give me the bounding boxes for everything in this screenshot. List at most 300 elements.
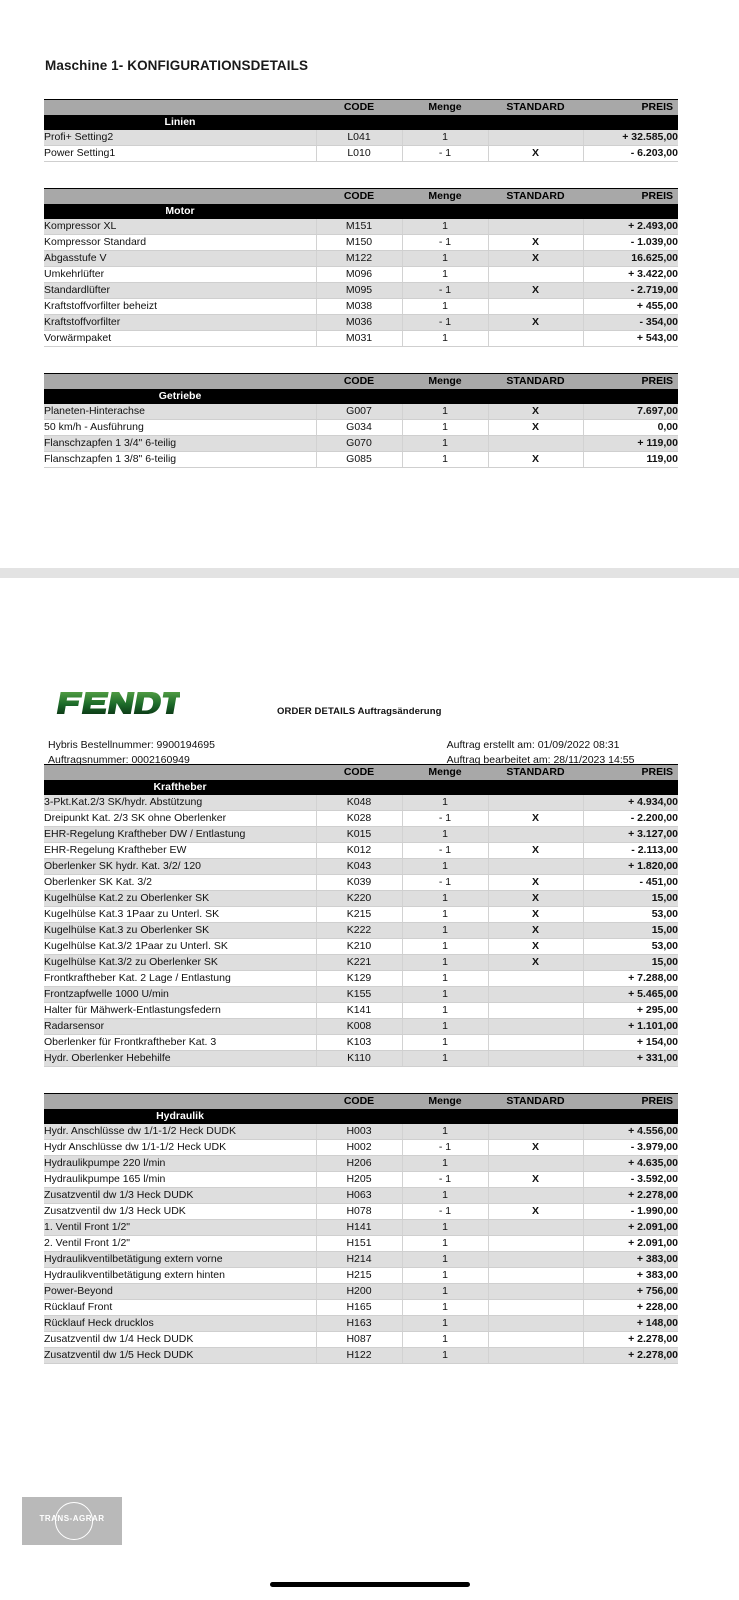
table-row [44,1284,678,1300]
cell-preis: + 331,00 [583,1051,678,1067]
cell-menge: 1 [402,1220,488,1236]
cell-preis: + 2.091,00 [583,1236,678,1252]
group-row-filler [402,115,488,130]
column-header-menge: Menge [402,374,488,390]
cell-description: Umkehrlüfter [44,267,316,283]
cell-code: H122 [316,1348,402,1364]
cell-description: Kraftstoffvorfilter [44,315,316,331]
table-row [44,1140,678,1156]
cell-standard [488,1332,583,1348]
cell-description: Halter für Mähwerk-Entlastungsfedern [44,1003,316,1019]
table-row [44,1220,678,1236]
column-header-standard: STANDARD [488,189,583,205]
cell-standard [488,859,583,875]
cell-menge: 1 [402,1124,488,1140]
table-row [44,971,678,987]
table-row [44,907,678,923]
cell-standard [488,130,583,146]
cell-menge: 1 [402,1236,488,1252]
table-row [44,811,678,827]
order-meta-row-1 [48,738,691,753]
table-group-row [44,389,678,404]
cell-preis: + 2.278,00 [583,1188,678,1204]
table-row [44,331,678,347]
cell-description: Dreipunkt Kat. 2/3 SK ohne Oberlenker [44,811,316,827]
group-row-filler [583,1109,678,1124]
cell-menge: 1 [402,251,488,267]
cell-description: Power-Beyond [44,1284,316,1300]
cell-menge: 1 [402,452,488,468]
page-one [0,0,739,568]
cell-description: Oberlenker SK Kat. 3/2 [44,875,316,891]
cell-code: H002 [316,1140,402,1156]
cell-standard: X [488,923,583,939]
cell-menge: 1 [402,859,488,875]
cell-preis: + 2.278,00 [583,1348,678,1364]
table-row [44,436,678,452]
cell-description: Oberlenker für Frontkraftheber Kat. 3 [44,1035,316,1051]
table-row [44,146,678,162]
page-two [0,578,739,1600]
table-group-row [44,780,678,795]
cell-menge: 1 [402,1188,488,1204]
config-table [44,188,678,347]
trans-agrar-watermark [22,1497,122,1545]
group-label: Linien [44,115,316,130]
home-indicator[interactable] [270,1582,470,1587]
column-header-description [44,1094,316,1110]
cell-code: M096 [316,267,402,283]
cell-code: H200 [316,1284,402,1300]
cell-menge: 1 [402,1003,488,1019]
group-row-filler [316,1109,402,1124]
column-header-standard: STANDARD [488,1094,583,1110]
table-row [44,923,678,939]
cell-menge: 1 [402,1252,488,1268]
cell-description: Abgasstufe V [44,251,316,267]
cell-preis: + 228,00 [583,1300,678,1316]
table-row [44,843,678,859]
cell-standard: X [488,907,583,923]
cell-description: Frontkraftheber Kat. 2 Lage / Entlastung [44,971,316,987]
cell-preis: - 3.979,00 [583,1140,678,1156]
page-one-table-getriebe [0,373,739,468]
cell-preis: + 2.091,00 [583,1220,678,1236]
column-header-code: CODE [316,189,402,205]
cell-menge: 1 [402,436,488,452]
table-header-row [44,1094,678,1110]
group-row-filler [316,389,402,404]
cell-menge: 1 [402,987,488,1003]
group-row-filler [316,780,402,795]
cell-preis: + 3.127,00 [583,827,678,843]
cell-menge: 1 [402,420,488,436]
cell-standard [488,1348,583,1364]
cell-code: K043 [316,859,402,875]
cell-code: H141 [316,1220,402,1236]
cell-preis: + 3.422,00 [583,267,678,283]
cell-description: Hydr. Anschlüsse dw 1/1-1/2 Heck DUDK [44,1124,316,1140]
cell-description: EHR-Regelung Kraftheber DW / Entlastung [44,827,316,843]
cell-standard [488,1124,583,1140]
table-row [44,1035,678,1051]
cell-standard [488,1268,583,1284]
group-row-filler [316,204,402,219]
cell-preis: + 4.556,00 [583,1124,678,1140]
page-two-table-kraftheber [0,764,739,1067]
cell-description: Vorwärmpaket [44,331,316,347]
cell-description: Kompressor Standard [44,235,316,251]
cell-code: H205 [316,1172,402,1188]
table-group-row [44,115,678,130]
cell-description: Oberlenker SK hydr. Kat. 3/2/ 120 [44,859,316,875]
cell-menge: - 1 [402,315,488,331]
cell-menge: 1 [402,1284,488,1300]
order-meta [0,738,739,768]
cell-description: 1. Ventil Front 1/2" [44,1220,316,1236]
cell-description: Kugelhülse Kat.3 1Paar zu Unterl. SK [44,907,316,923]
watermark-label: TRANS-AGRAR [39,1514,105,1523]
cell-code: K221 [316,955,402,971]
cell-preis: - 3.592,00 [583,1172,678,1188]
cell-menge: - 1 [402,843,488,859]
cell-description: Hydraulikpumpe 165 l/min [44,1172,316,1188]
group-row-filler [488,780,583,795]
cell-preis: + 455,00 [583,299,678,315]
cell-preis: + 119,00 [583,436,678,452]
cell-standard [488,1156,583,1172]
cell-menge: 1 [402,267,488,283]
cell-standard [488,1003,583,1019]
table-row [44,875,678,891]
config-table [44,764,678,1067]
table-row [44,939,678,955]
group-label: Kraftheber [44,780,316,795]
column-header-preis: PREIS [583,374,678,390]
table-row [44,1332,678,1348]
cell-code: K028 [316,811,402,827]
cell-standard [488,1188,583,1204]
group-row-filler [488,389,583,404]
cell-standard [488,971,583,987]
cell-preis: + 4.635,00 [583,1156,678,1172]
cell-code: H003 [316,1124,402,1140]
cell-preis: + 2.278,00 [583,1332,678,1348]
cell-code: K008 [316,1019,402,1035]
cell-menge: - 1 [402,1172,488,1188]
cell-description: Zusatzventil dw 1/3 Heck DUDK [44,1188,316,1204]
cell-code: M151 [316,219,402,235]
cell-description: Standardlüfter [44,283,316,299]
cell-preis: 0,00 [583,420,678,436]
cell-menge: 1 [402,1300,488,1316]
group-row-filler [583,780,678,795]
cell-code: K215 [316,907,402,923]
cell-description: Kugelhülse Kat.3/2 1Paar zu Unterl. SK [44,939,316,955]
cell-standard [488,1051,583,1067]
page-title: Maschine 1- KONFIGURATIONSDETAILS [45,58,309,73]
cell-standard: X [488,955,583,971]
cell-standard: X [488,891,583,907]
cell-menge: - 1 [402,1140,488,1156]
cell-menge: 1 [402,219,488,235]
cell-code: H214 [316,1252,402,1268]
page-two-tables [0,764,739,1364]
cell-preis: 15,00 [583,891,678,907]
page-one-table-motor [0,188,739,347]
cell-standard: X [488,420,583,436]
cell-code: H163 [316,1316,402,1332]
cell-code: H078 [316,1204,402,1220]
cell-preis: + 154,00 [583,1035,678,1051]
table-row [44,891,678,907]
cell-code: K141 [316,1003,402,1019]
cell-preis: + 7.288,00 [583,971,678,987]
cell-code: H087 [316,1332,402,1348]
cell-code: M095 [316,283,402,299]
column-header-description [44,100,316,116]
table-row [44,1051,678,1067]
cell-preis: + 295,00 [583,1003,678,1019]
cell-standard: X [488,146,583,162]
cell-preis: + 4.934,00 [583,795,678,811]
cell-menge: 1 [402,891,488,907]
cell-preis: + 543,00 [583,331,678,347]
table-row [44,1003,678,1019]
order-modified-at: Auftrag bearbeitet am: 28/11/2023 14:55 [446,754,635,766]
cell-standard [488,1220,583,1236]
cell-code: K129 [316,971,402,987]
column-header-description [44,374,316,390]
cell-preis: + 32.585,00 [583,130,678,146]
table-row [44,420,678,436]
cell-preis: 15,00 [583,923,678,939]
config-table [44,1093,678,1364]
cell-description: Kompressor XL [44,219,316,235]
cell-code: K110 [316,1051,402,1067]
cell-menge: - 1 [402,235,488,251]
order-meta-row-2 [48,753,691,768]
cell-menge: 1 [402,955,488,971]
cell-preis: + 1.101,00 [583,1019,678,1035]
cell-menge: 1 [402,827,488,843]
cell-standard [488,795,583,811]
cell-code: L010 [316,146,402,162]
cell-menge: - 1 [402,283,488,299]
cell-standard: X [488,251,583,267]
column-header-code: CODE [316,1094,402,1110]
group-label: Motor [44,204,316,219]
table-row [44,251,678,267]
column-header-standard: STANDARD [488,374,583,390]
cell-menge: 1 [402,923,488,939]
cell-standard: X [488,843,583,859]
cell-menge: 1 [402,939,488,955]
page-one-tables [0,99,739,468]
group-label: Hydraulik [44,1109,316,1124]
cell-preis: 53,00 [583,907,678,923]
table-row [44,235,678,251]
cell-menge: 1 [402,795,488,811]
cell-standard [488,1035,583,1051]
table-row [44,827,678,843]
cell-standard: X [488,283,583,299]
table-row [44,795,678,811]
cell-preis: + 756,00 [583,1284,678,1300]
cell-standard [488,267,583,283]
table-row [44,1124,678,1140]
table-row [44,315,678,331]
table-row [44,1236,678,1252]
cell-code: M150 [316,235,402,251]
cell-preis: - 451,00 [583,875,678,891]
table-row [44,1268,678,1284]
cell-menge: 1 [402,1019,488,1035]
cell-standard [488,987,583,1003]
cell-menge: - 1 [402,811,488,827]
cell-description: Radarsensor [44,1019,316,1035]
cell-description: Zusatzventil dw 1/4 Heck DUDK [44,1332,316,1348]
cell-menge: 1 [402,971,488,987]
page-two-table-hydraulik [0,1093,739,1364]
group-row-filler [402,1109,488,1124]
group-row-filler [402,389,488,404]
table-row [44,1156,678,1172]
cell-standard: X [488,235,583,251]
cell-code: G034 [316,420,402,436]
table-header-row [44,100,678,116]
column-header-preis: PREIS [583,189,678,205]
group-row-filler [488,1109,583,1124]
column-header-preis: PREIS [583,100,678,116]
cell-standard: X [488,811,583,827]
cell-preis: + 383,00 [583,1252,678,1268]
column-header-preis: PREIS [583,1094,678,1110]
cell-menge: - 1 [402,1204,488,1220]
cell-description: Hydraulikventilbetätigung extern vorne [44,1252,316,1268]
cell-standard [488,331,583,347]
table-row [44,283,678,299]
cell-description: 3-Pkt.Kat.2/3 SK/hydr. Abstützung [44,795,316,811]
cell-code: M038 [316,299,402,315]
cell-code: H206 [316,1156,402,1172]
column-header-preis: PREIS [583,765,678,781]
cell-menge: 1 [402,130,488,146]
cell-standard: X [488,1204,583,1220]
cell-menge: 1 [402,299,488,315]
cell-description: Hydr Anschlüsse dw 1/1-1/2 Heck UDK [44,1140,316,1156]
cell-code: K039 [316,875,402,891]
table-row [44,219,678,235]
table-row [44,299,678,315]
table-row [44,1188,678,1204]
cell-description: Hydraulikventilbetätigung extern hinten [44,1268,316,1284]
cell-code: K103 [316,1035,402,1051]
column-header-code: CODE [316,374,402,390]
cell-description: Hydraulikpumpe 220 l/min [44,1156,316,1172]
cell-preis: + 383,00 [583,1268,678,1284]
group-row-filler [583,389,678,404]
table-header-row [44,374,678,390]
config-table [44,99,678,162]
cell-code: H165 [316,1300,402,1316]
cell-code: M031 [316,331,402,347]
cell-description: Kraftstoffvorfilter beheizt [44,299,316,315]
cell-menge: 1 [402,1316,488,1332]
page-one-table-linien [0,99,739,162]
cell-description: 2. Ventil Front 1/2" [44,1236,316,1252]
cell-code: K155 [316,987,402,1003]
fendt-logo [50,690,180,716]
group-label: Getriebe [44,389,316,404]
cell-standard [488,219,583,235]
table-row [44,1252,678,1268]
table-row [44,1172,678,1188]
cell-preis: - 2.719,00 [583,283,678,299]
cell-description: Planeten-Hinterachse [44,404,316,420]
column-header-menge: Menge [402,100,488,116]
cell-standard: X [488,875,583,891]
group-row-filler [583,204,678,219]
table-group-row [44,1109,678,1124]
cell-standard [488,1236,583,1252]
cell-standard [488,1252,583,1268]
cell-description: Kugelhülse Kat.3/2 zu Oberlenker SK [44,955,316,971]
cell-menge: - 1 [402,146,488,162]
cell-description: EHR-Regelung Kraftheber EW [44,843,316,859]
cell-menge: 1 [402,907,488,923]
cell-code: H215 [316,1268,402,1284]
cell-menge: 1 [402,404,488,420]
group-row-filler [402,780,488,795]
cell-description: Zusatzventil dw 1/3 Heck UDK [44,1204,316,1220]
cell-code: K222 [316,923,402,939]
cell-preis: + 148,00 [583,1316,678,1332]
table-row [44,955,678,971]
cell-code: K012 [316,843,402,859]
group-row-filler [316,115,402,130]
cell-standard: X [488,452,583,468]
cell-code: K210 [316,939,402,955]
cell-preis: - 1.990,00 [583,1204,678,1220]
column-header-code: CODE [316,765,402,781]
cell-standard [488,1284,583,1300]
cell-menge: 1 [402,1268,488,1284]
cell-code: K048 [316,795,402,811]
cell-description: 50 km/h - Ausführung [44,420,316,436]
column-header-description [44,189,316,205]
cell-menge: 1 [402,1332,488,1348]
table-row [44,987,678,1003]
cell-preis: - 2.200,00 [583,811,678,827]
cell-standard [488,299,583,315]
cell-preis: 7.697,00 [583,404,678,420]
cell-preis: 16.625,00 [583,251,678,267]
config-table [44,373,678,468]
cell-code: G070 [316,436,402,452]
table-row [44,404,678,420]
cell-preis: - 6.203,00 [583,146,678,162]
table-group-row [44,204,678,219]
cell-description: Flanschzapfen 1 3/8" 6-teilig [44,452,316,468]
cell-description: Flanschzapfen 1 3/4" 6-teilig [44,436,316,452]
column-header-standard: STANDARD [488,765,583,781]
table-header-row [44,189,678,205]
table-row [44,1316,678,1332]
column-header-standard: STANDARD [488,100,583,116]
cell-code: K220 [316,891,402,907]
order-created-at: Auftrag erstellt am: 01/09/2022 08:31 [446,739,620,751]
